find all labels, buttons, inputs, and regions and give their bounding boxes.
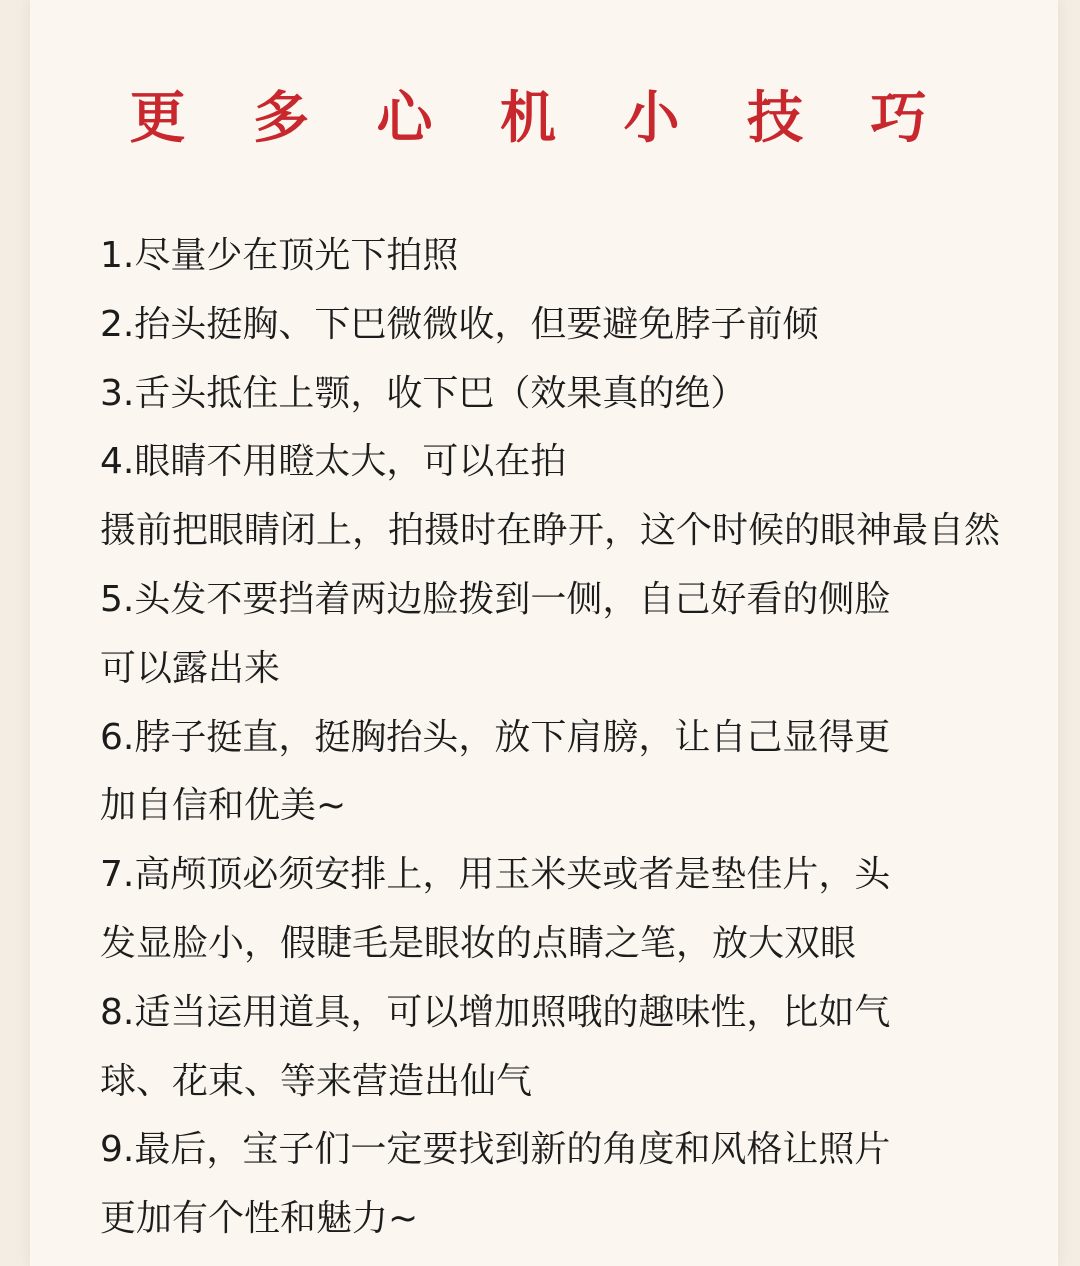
tip-line: 8.适当运用道具，可以增加照哦的趣味性，比如气	[100, 991, 891, 1033]
tip-line: 1.尽量少在顶光下拍照	[100, 235, 459, 276]
tip-line: 2.抬头挺胸、下巴微微收，但要避免脖子前倾	[100, 303, 819, 345]
tip-line: 6.脖子挺直，挺胸抬头，放下肩膀，让自己显得更	[100, 716, 891, 758]
tip-line: 球、花束、等来营造出仙气	[100, 1060, 533, 1102]
tip-line: 摄前把眼睛闭上，拍摄时在睁开，这个时候的眼神最自然	[100, 510, 1001, 552]
tip-line: 5.头发不要挡着两边脸拨到一侧，自己好看的侧脸	[100, 578, 891, 620]
page-title: 更 多 心 机 小 技 巧	[129, 86, 951, 151]
tip-line: 更加有个性和魅力~	[100, 1198, 419, 1240]
tip-line: 3.舌头抵住上颚，收下巴（效果真的绝）	[100, 372, 747, 414]
tip-line: 9.最后，宝子们一定要找到新的角度和风格让照片	[100, 1129, 891, 1171]
tip-line: 发显脸小，假睫毛是眼妆的点睛之笔，放大双眼	[100, 922, 857, 964]
tip-line: 7.高颅顶必须安排上，用玉米夹或者是垫佳片，头	[100, 854, 891, 896]
tip-line: 4.眼睛不用瞪太大，可以在拍	[100, 441, 567, 483]
tip-line: 可以露出来	[100, 647, 281, 689]
tips-list	[100, 222, 1060, 1254]
tip-line: 加自信和优美~	[100, 785, 347, 827]
